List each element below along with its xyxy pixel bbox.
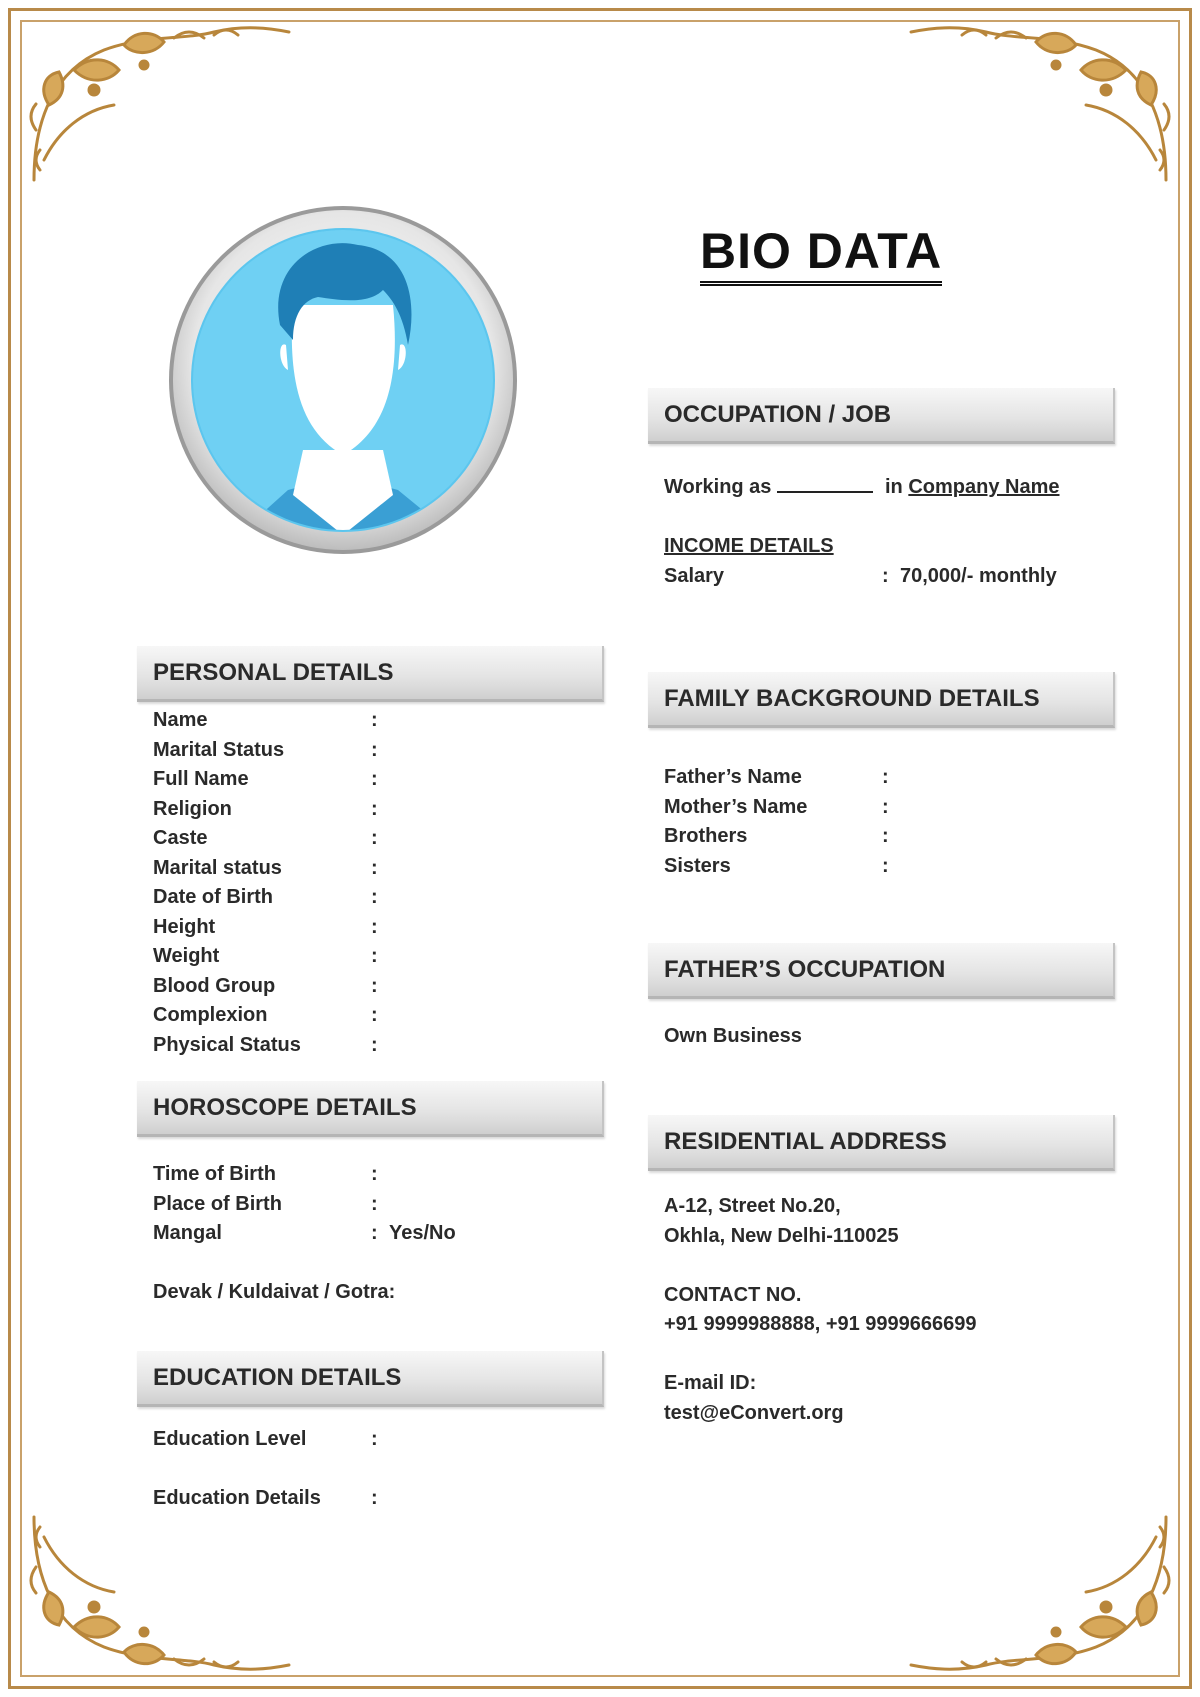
personal-row bbox=[153, 765, 573, 793]
personal-label: Blood Group bbox=[153, 974, 276, 997]
personal-label: Complexion bbox=[153, 1004, 268, 1026]
horoscope-colon: : bbox=[371, 1222, 378, 1244]
personal-row bbox=[153, 942, 573, 970]
personal-label: Full Name bbox=[153, 768, 249, 790]
page-title: BIO DATA bbox=[700, 222, 1040, 280]
job-blank bbox=[777, 473, 873, 493]
family-row bbox=[664, 793, 1084, 821]
address-line-2: Okhla, New Delhi-110025 bbox=[664, 1225, 899, 1247]
in-text: in bbox=[885, 476, 903, 498]
education-colon: : bbox=[371, 1487, 378, 1509]
personal-label: Weight bbox=[153, 945, 220, 967]
personal-row bbox=[153, 883, 573, 911]
personal-colon: : bbox=[371, 827, 378, 849]
personal-label: Religion bbox=[153, 797, 232, 820]
family-colon: : bbox=[882, 766, 889, 788]
family-colon: : bbox=[882, 854, 889, 877]
personal-colon: : bbox=[371, 797, 378, 820]
personal-label: Height bbox=[153, 915, 216, 938]
family-row bbox=[664, 822, 1084, 850]
personal-row bbox=[153, 706, 573, 734]
personal-label: Caste bbox=[153, 827, 208, 849]
personal-row bbox=[153, 795, 573, 823]
personal-label: Date of Birth bbox=[153, 886, 273, 908]
income-heading: INCOME DETAILS bbox=[664, 535, 834, 557]
occupation-header: OCCUPATION / JOB bbox=[648, 388, 1115, 444]
family-row bbox=[664, 852, 1084, 880]
horoscope-label: Time of Birth bbox=[153, 1163, 276, 1185]
horoscope-row bbox=[153, 1190, 573, 1218]
horoscope-value: Yes/No bbox=[389, 1222, 456, 1244]
floral-ornament-icon bbox=[886, 10, 1186, 210]
family-label: Father’s Name bbox=[664, 766, 802, 788]
personal-label: Name bbox=[153, 709, 208, 731]
education-label: Education Details bbox=[153, 1487, 321, 1509]
contact-label: CONTACT NO. bbox=[664, 1284, 802, 1306]
horoscope-header: HOROSCOPE DETAILS bbox=[137, 1081, 604, 1137]
personal-colon: : bbox=[371, 974, 378, 997]
family-colon: : bbox=[882, 825, 889, 847]
horoscope-row bbox=[153, 1160, 573, 1188]
floral-ornament-icon bbox=[886, 1487, 1186, 1687]
family-colon: : bbox=[882, 795, 889, 818]
personal-row bbox=[153, 736, 573, 764]
father-occupation-header: FATHER’S OCCUPATION bbox=[648, 943, 1115, 999]
personal-colon: : bbox=[371, 915, 378, 938]
personal-label: Physical Status bbox=[153, 1033, 301, 1056]
horoscope-colon: : bbox=[371, 1192, 378, 1215]
personal-colon: : bbox=[371, 1004, 378, 1026]
education-row bbox=[153, 1484, 573, 1512]
education-header: EDUCATION DETAILS bbox=[137, 1351, 604, 1407]
personal-label: Marital status bbox=[153, 856, 282, 879]
email-label: E-mail ID: bbox=[664, 1372, 757, 1394]
personal-colon: : bbox=[371, 738, 378, 761]
personal-colon: : bbox=[371, 1033, 378, 1056]
personal-row bbox=[153, 972, 573, 1000]
horoscope-colon: : bbox=[371, 1163, 378, 1185]
personal-row bbox=[153, 1031, 573, 1059]
salary-value: 70,000/- monthly bbox=[900, 565, 1057, 587]
personal-colon: : bbox=[371, 945, 378, 967]
address-line-1: A-12, Street No.20, bbox=[664, 1195, 841, 1217]
horoscope-label: Mangal bbox=[153, 1222, 222, 1244]
working-as-line bbox=[664, 473, 1060, 501]
male-avatar-icon bbox=[168, 205, 518, 555]
personal-row bbox=[153, 913, 573, 941]
family-row bbox=[664, 763, 1084, 791]
horoscope-row bbox=[153, 1219, 573, 1247]
education-colon: : bbox=[371, 1428, 378, 1450]
salary-row bbox=[664, 562, 1104, 590]
address-header: RESIDENTIAL ADDRESS bbox=[648, 1115, 1115, 1171]
personal-colon: : bbox=[371, 886, 378, 908]
working-as-label: Working as bbox=[664, 476, 772, 498]
floral-ornament-icon bbox=[14, 1487, 314, 1687]
education-row bbox=[153, 1425, 573, 1453]
family-header: FAMILY BACKGROUND DETAILS bbox=[648, 672, 1115, 728]
personal-colon: : bbox=[371, 709, 378, 731]
personal-label: Marital Status bbox=[153, 738, 285, 761]
education-label: Education Level bbox=[153, 1428, 307, 1450]
personal-colon: : bbox=[371, 768, 378, 790]
salary-colon: : bbox=[882, 565, 889, 587]
personal-row bbox=[153, 854, 573, 882]
family-label: Sisters bbox=[664, 854, 731, 877]
horoscope-label: Place of Birth bbox=[153, 1192, 282, 1215]
floral-ornament-icon bbox=[14, 10, 314, 210]
company-name: Company Name bbox=[908, 476, 1060, 498]
family-label: Mother’s Name bbox=[664, 795, 808, 818]
father-occupation-value: Own Business bbox=[664, 1025, 802, 1047]
personal-row bbox=[153, 824, 573, 852]
salary-label: Salary bbox=[664, 565, 725, 587]
personal-row bbox=[153, 1001, 573, 1029]
personal-details-header: PERSONAL DETAILS bbox=[137, 646, 604, 702]
email-value: test@eConvert.org bbox=[664, 1402, 844, 1424]
family-label: Brothers bbox=[664, 825, 748, 847]
personal-colon: : bbox=[371, 856, 378, 879]
gotra-label: Devak / Kuldaivat / Gotra: bbox=[153, 1281, 396, 1303]
contact-value: +91 9999988888, +91 9999666699 bbox=[664, 1313, 977, 1335]
